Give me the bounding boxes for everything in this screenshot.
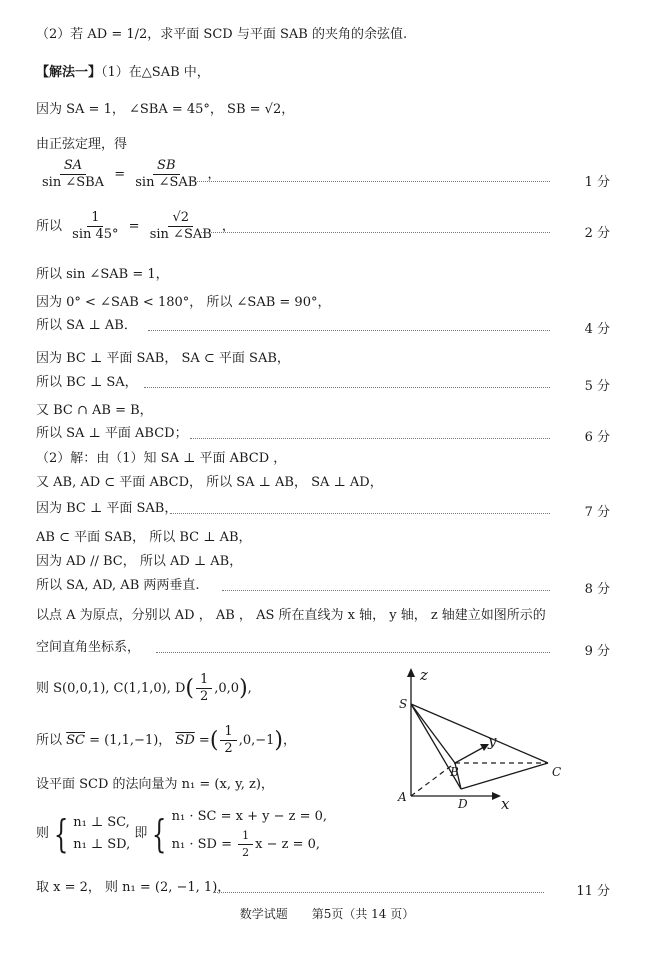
points-text: 则 S(0,0,1), C(1,1,0), D: [36, 681, 186, 696]
method-one-header: [36, 64, 594, 82]
bc-perp-plane-text: 因为 BC ⊥ 平面 SAB， SA ⊂ 平面 SAB，: [36, 351, 290, 366]
part2-solution-line: [36, 450, 594, 468]
frac-num: SB: [153, 158, 179, 175]
dot-sd-post: x − z = 0,: [255, 837, 321, 852]
dot-leader: [170, 513, 550, 514]
vector-sd-rest: ,0,−1: [238, 733, 275, 748]
bc-perp-sab-line: [36, 500, 594, 518]
score-9: 9 分: [584, 644, 610, 659]
sine-ratio-equation: $\frac{SA}{\text{sin ∠SBA}}$ = $\frac{SB}{\text{sin ∠SAB}}$ ，: [36, 158, 594, 191]
z-arrowhead: [407, 668, 415, 677]
bc-perp-sab-text: 因为 BC ⊥ 平面 SAB，: [36, 501, 178, 516]
dot-leader: [214, 892, 544, 893]
dot-sd-pre: n₁ · SD =: [171, 837, 232, 852]
label-a: A: [398, 790, 407, 804]
x-arrowhead: [492, 792, 501, 800]
points-line: 则 S(0,0,1), C(1,1,0), D( $\frac{1}{2}$ ,0,0),: [36, 672, 252, 704]
score-11: 11 分: [576, 884, 610, 899]
dot-leader: [156, 652, 550, 653]
dot-leader: [198, 232, 550, 233]
coord-sys-text: 空间直角坐标系，: [36, 640, 141, 655]
frac-den: sin ∠SBA: [42, 175, 105, 190]
sine-value-equation: 所以 $\frac{1}{\sin 45^\circ}$ = $\frac{√2}{\text{sin ∠SAB}}$ ，: [36, 210, 235, 242]
vector-sc-value: = (1,1,−1)，: [89, 733, 172, 748]
take-x-text: 取 x = 2， 则 n₁ = (2, −1, 1)，: [36, 880, 231, 895]
ad-parallel-text: 因为 AD // BC， 所以 AD ⊥ AB，: [36, 554, 243, 569]
ab-in-sab-text: AB ⊂ 平面 SAB， 所以 BC ⊥ AB，: [36, 530, 252, 545]
ji-label: 即: [134, 826, 148, 841]
bc-perp-sa-text: 所以 BC ⊥ SA，: [36, 375, 138, 390]
fraction-sqrt2: [146, 210, 216, 243]
normal-vector-line: [36, 776, 384, 794]
fraction-half-sd: [220, 724, 236, 757]
score-4: 4 分: [584, 322, 610, 337]
points-d-rest: ,0,0: [214, 681, 240, 696]
perp-sc: n₁ ⊥ SC,: [73, 814, 130, 830]
sine-law-line: [36, 136, 594, 154]
score-7: 7 分: [584, 505, 610, 520]
given-line: [36, 101, 594, 119]
label-y: y: [488, 732, 497, 750]
frac-den: 2: [242, 846, 250, 859]
label-s: S: [399, 697, 408, 711]
origin-line: [36, 607, 594, 625]
part2-solution-text: （2）解：由（1）知 SA ⊥ 平面 ABCD ，: [36, 451, 287, 466]
frac-num: 1: [238, 828, 253, 845]
score-5: 5 分: [584, 379, 610, 394]
edge-dc: [461, 763, 548, 789]
bc-perp-sa-line: [36, 374, 594, 392]
frac-den: sin ∠SAB: [135, 175, 198, 190]
frac-num: 1: [220, 724, 236, 741]
vector-sd: $\overline{SD}$: [175, 733, 195, 748]
dot-sc-eq: n₁ · SC = x + y − z = 0,: [171, 809, 328, 824]
equation-system-line: 则 { n₁ ⊥ SC, n₁ ⊥ SD, 即 { n₁ · SC = x + y − z = 0, n₁ · SD = $\frac{1}{2}$ x − z = 0,: [36, 806, 384, 861]
label-x: x: [501, 795, 510, 813]
label-d: D: [458, 797, 468, 811]
vectors-label: 所以: [36, 733, 63, 748]
frac-den: 2: [199, 689, 209, 704]
sa-perp-ab-text: 所以 SA ⊥ AB．: [36, 318, 137, 333]
frac-num: 1: [196, 672, 212, 689]
frac-num: SA: [60, 158, 86, 175]
sin-eq-one-text: 所以 sin ∠SAB = 1，: [36, 267, 169, 282]
ze-label: 则: [36, 826, 50, 841]
coord-sys-line: [36, 639, 594, 657]
edge-sc: [411, 704, 548, 763]
normal-vector-text: 设平面 SCD 的法向量为 n₁ = (x, y, z)，: [36, 777, 274, 792]
frac-den: sin 45°: [72, 227, 119, 242]
question-part2: [36, 26, 594, 44]
label-b: B: [450, 765, 459, 779]
label-z: z: [420, 666, 428, 684]
dot-system: [172, 806, 327, 861]
sin-eq-one-line: [36, 266, 594, 284]
dot-leader: [190, 438, 550, 439]
fraction-one: [68, 210, 122, 243]
part1-label: （1）在△SAB 中，: [101, 65, 210, 80]
suoyi-label: 所以: [36, 219, 63, 234]
score-1: 1 分: [584, 175, 610, 190]
score-8: 8 分: [584, 582, 610, 597]
method-label: 【解法一】: [36, 65, 102, 80]
sa-perp-abcd-text: 所以 SA ⊥ 平面 ABCD；: [36, 426, 188, 441]
dot-leader: [192, 181, 550, 182]
take-x-line: [36, 879, 594, 897]
score-6: 6 分: [584, 430, 610, 445]
fraction-half: [196, 672, 212, 705]
bc-perp-plane-line: [36, 350, 594, 368]
pyramid-figure: [388, 664, 588, 814]
fraction-sa: [38, 158, 108, 191]
dot-leader: [222, 590, 550, 591]
perp-sd: n₁ ⊥ SD,: [73, 836, 131, 852]
perp-system: [73, 812, 130, 856]
sine-law-text: 由正弦定理，得: [36, 137, 128, 152]
fraction-half-eq: [238, 828, 253, 861]
vector-sc: $\overline{SC}$: [66, 733, 86, 748]
origin-text: 以点 A 为原点，分别以 AD ， AB ， AS 所在直线为 x 轴， y 轴， z 轴建立如图所示的: [36, 608, 546, 623]
dot-leader: [144, 387, 550, 388]
frac-den: sin ∠SAB: [149, 227, 212, 242]
label-c: C: [552, 765, 562, 779]
sa-perp-abcd-line: [36, 425, 594, 443]
dot-sd-eq: [172, 828, 327, 861]
given-text: 因为 SA = 1， ∠SBA = 45°， SB = √2，: [36, 102, 295, 117]
ab-ad-in-plane-text: 又 AB, AD ⊂ 平面 ABCD， 所以 SA ⊥ AB， SA ⊥ AD，: [36, 475, 383, 490]
question-part2-text: （2）若 AD = 1/2，求平面 SCD 与平面 SAB 的夹角的余弦值.: [36, 27, 408, 42]
ab-in-sab-line: [36, 529, 594, 547]
bc-cap-ab-line: [36, 402, 594, 420]
sa-perp-ab-line: [36, 317, 594, 335]
angle-range-text: 因为 0° < ∠SAB < 180°， 所以 ∠SAB = 90°，: [36, 295, 331, 310]
page-footer: 数学试题 第5页（共 14 页）: [239, 907, 415, 921]
dot-leader: [148, 330, 550, 331]
ad-parallel-line: [36, 553, 594, 571]
frac-num: √2: [168, 210, 193, 227]
frac-num: 1: [87, 210, 103, 227]
mutual-perp-line: [36, 577, 594, 595]
frac-den: 2: [224, 741, 233, 756]
vectors-line: 所以 $\overline{SC} = (1,1,-1)$， $\overline{SD}$ =( $\frac{1}{2}$ ,0,−1)，: [36, 724, 296, 756]
angle-range-line: [36, 294, 594, 312]
mutual-perp-text: 所以 SA, AD, AB 两两垂直.: [36, 578, 200, 593]
edge-ab-hidden: [411, 763, 455, 796]
bc-cap-ab-text: 又 BC ∩ AB = B，: [36, 403, 153, 418]
ab-ad-in-plane-line: [36, 474, 594, 492]
y-axis: [455, 747, 484, 763]
score-2: 2 分: [584, 226, 610, 241]
fraction-sb: [131, 158, 201, 191]
